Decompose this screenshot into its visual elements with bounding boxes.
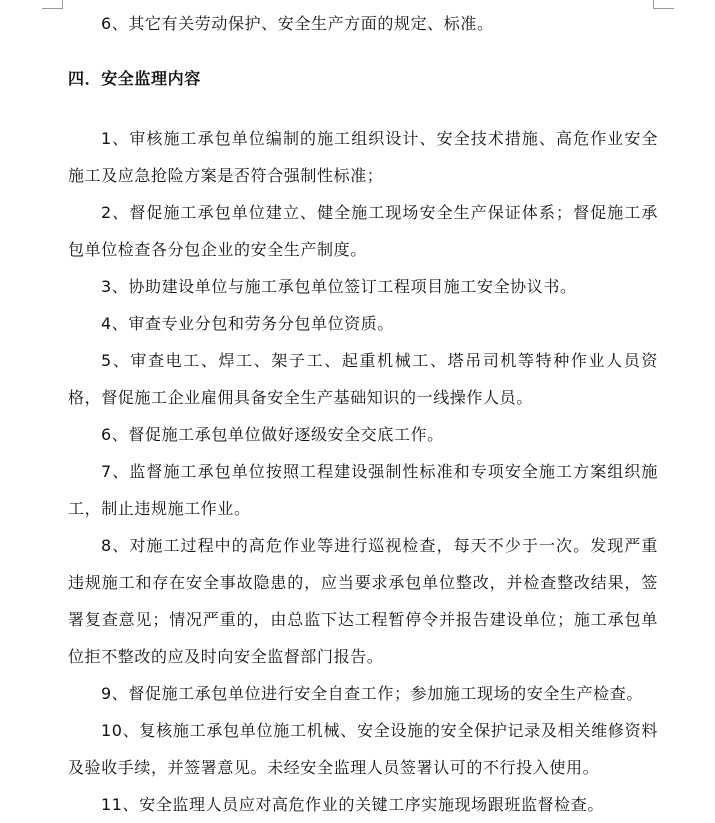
margin-corner-mark-left [42,0,63,9]
paragraph-item-4: 4、审查专业分包和劳务分包单位资质。 [101,314,394,333]
paragraph-item-2: 2、督促施工承包单位建立、健全施工现场安全生产保证体系；督促施工承包单位检查各分包企业的安全生产制度。 [68,203,658,259]
paragraph-item-9: 9、督促施工承包单位进行安全自查工作；参加施工现场的安全生产检查。 [101,684,643,703]
paragraph-item-6: 6、督促施工承包单位做好逐级安全交底工作。 [101,425,444,444]
paragraph-item-10: 10、复核施工承包单位施工机械、安全设施的安全保护记录及相关维修资料及验收手续，并签署意见。未经安全监理人员签署认可的不行投入使用。 [68,721,658,777]
section-heading: 四．安全监理内容 [68,69,201,88]
paragraph-item-5: 5、审查电工、焊工、架子工、起重机械工、塔吊司机等特种作业人员资格，督促施工企业雇佣具备安全生产基础知识的一线操作人员。 [68,351,658,407]
document-body [68,5,658,823]
paragraph-item-1: 1、审核施工承包单位编制的施工组织设计、安全技术措施、高危作业安全施工及应急抢险方案是否符合强制性标准； [68,129,658,185]
paragraph-item-11: 11、安全监理人员应对高危作业的关键工序实施现场跟班监督检查。 [101,795,604,814]
paragraph-item-7: 7、监督施工承包单位按照工程建设强制性标准和专项安全施工方案组织施工，制止违规施工作业。 [68,462,658,518]
paragraph-item-8: 8、对施工过程中的高危作业等进行巡视检查，每天不少于一次。发现严重违规施工和存在安全事故隐患的，应当要求承包单位整改，并检查整改结果，签署复查意见；情况严重的，由总监下达工程暂停令并报告建设单位；施工承包单位拒不整改的应及时向安全监督部门报告。 [68,536,658,666]
paragraph-item-3: 3、协助建设单位与施工承包单位签订工程项目施工安全协议书。 [101,277,577,296]
paragraph-top-item: 6、其它有关劳动保护、安全生产方面的规定、标准。 [101,14,494,33]
